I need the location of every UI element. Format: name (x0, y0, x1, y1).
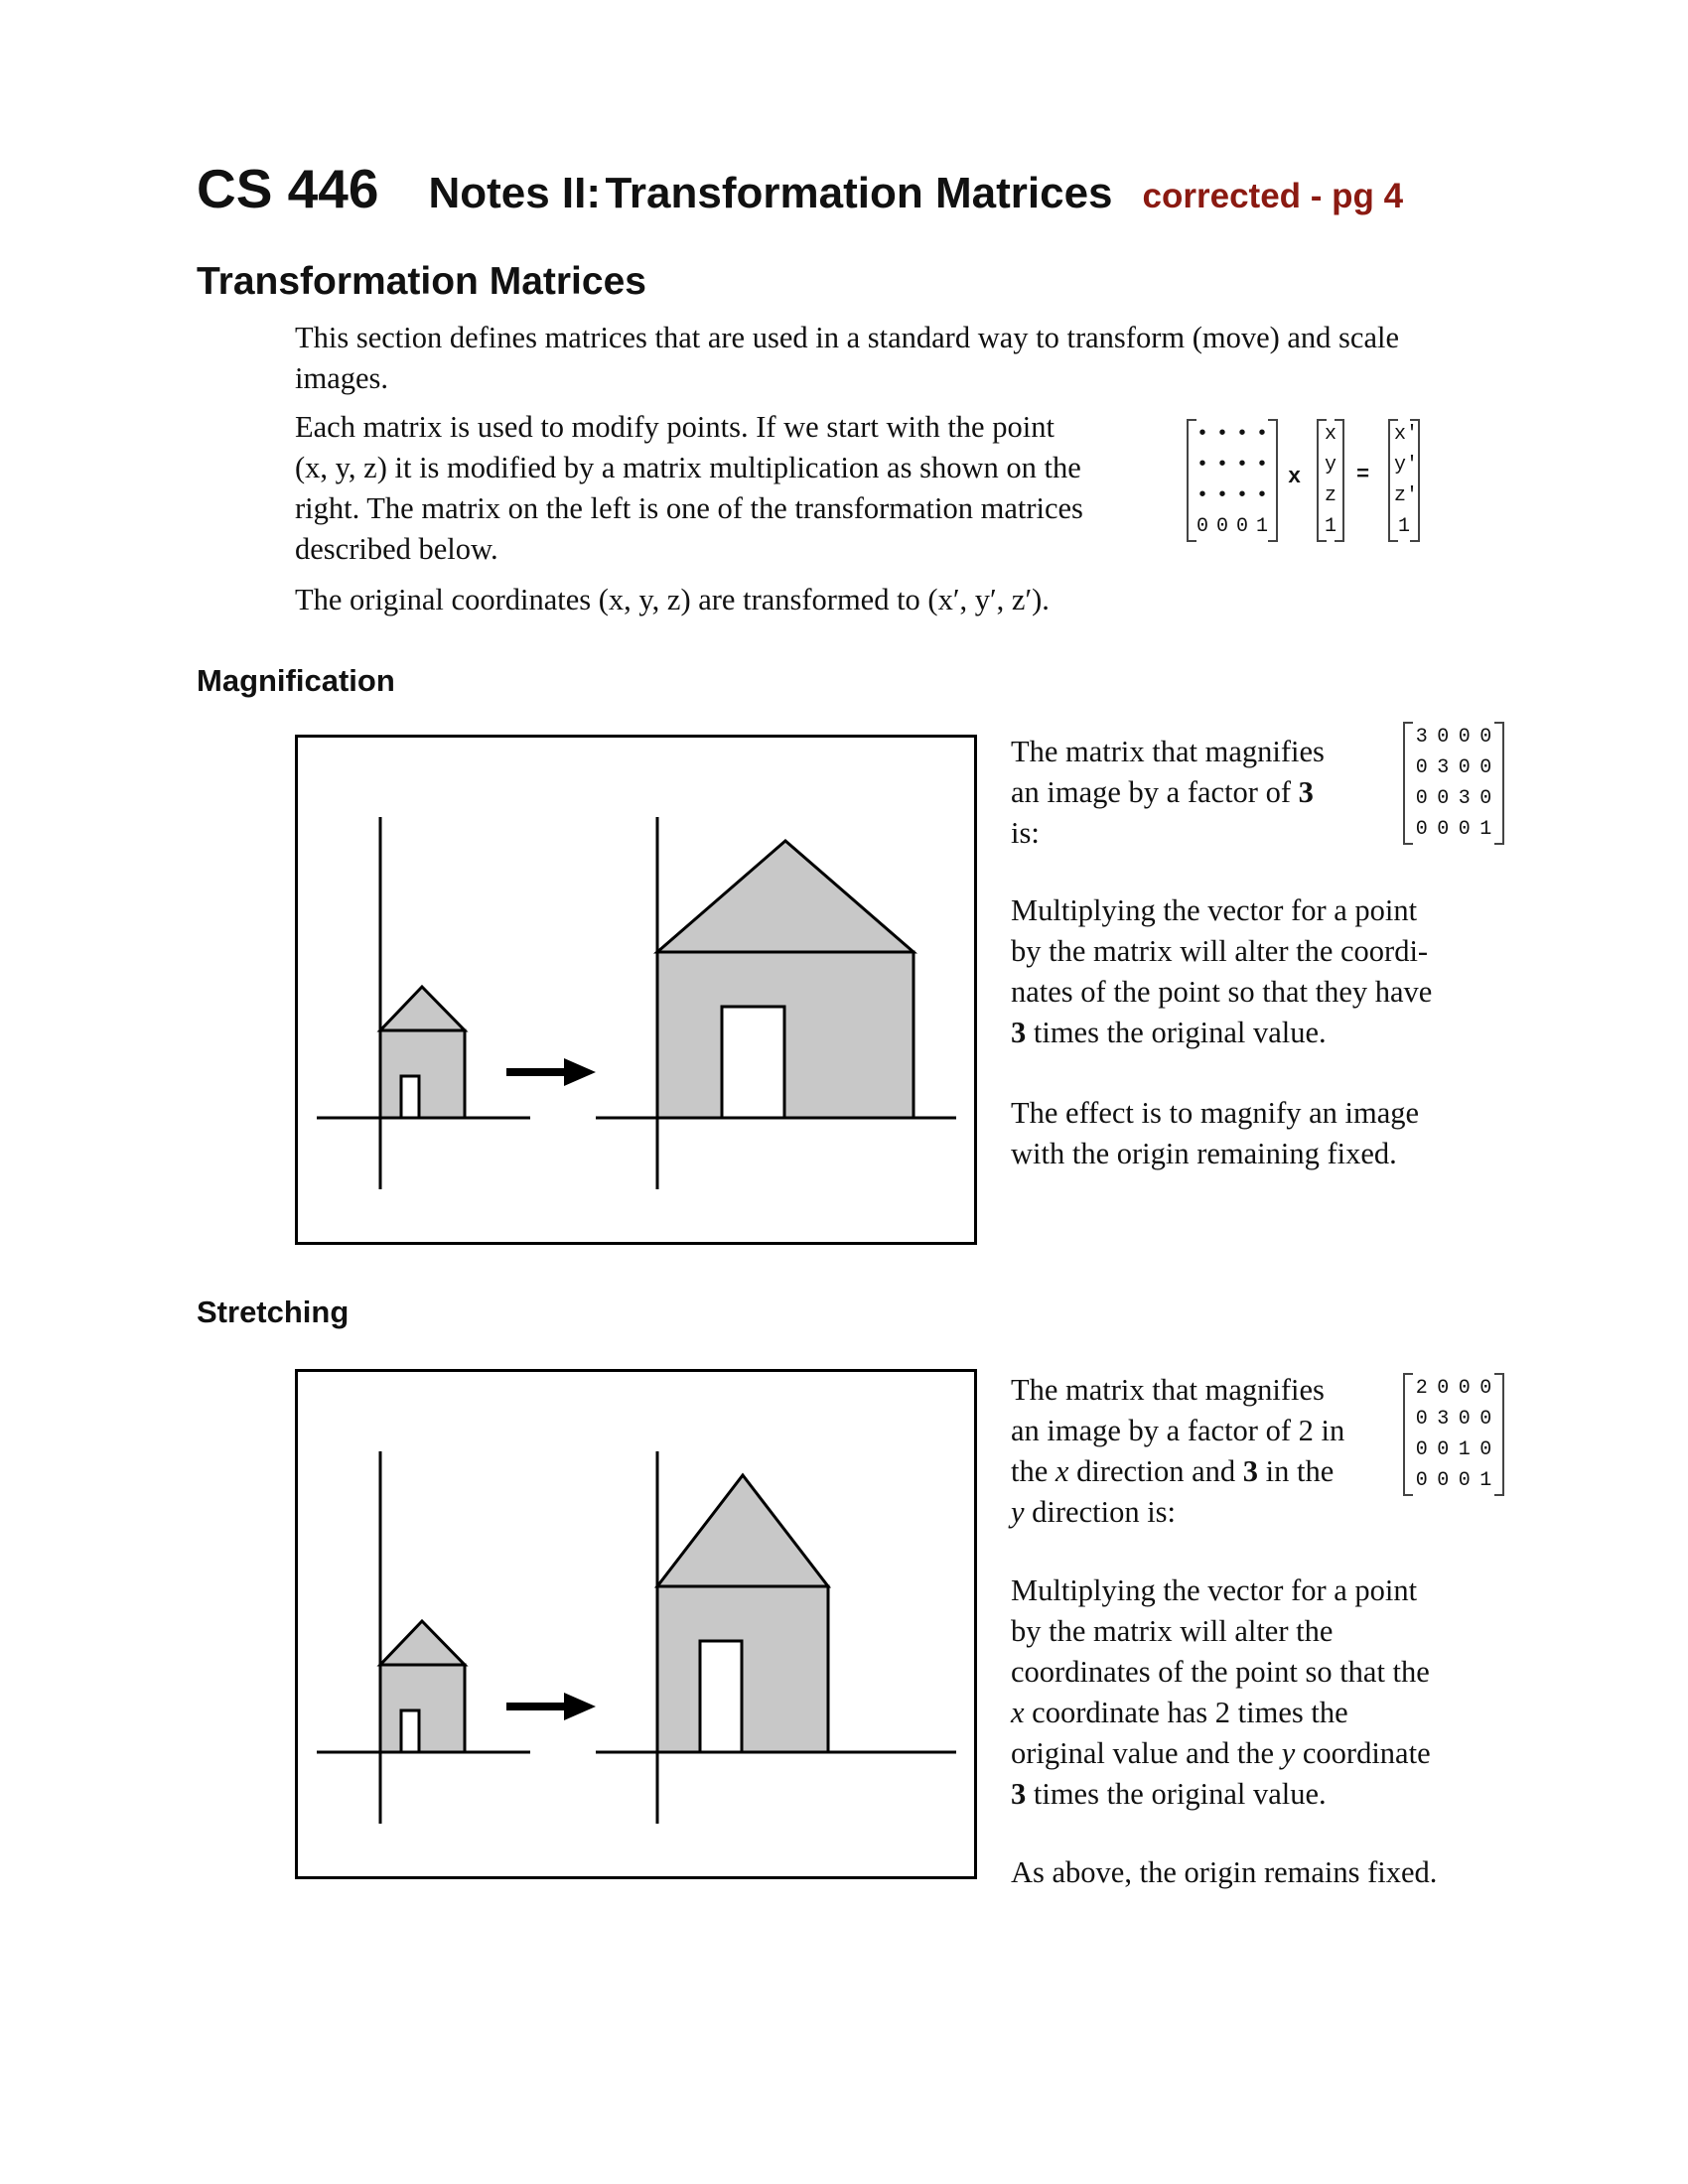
magnification-text2: Multiplying the vector for a point by the matrix will alter the coordi- nates of the point so that they have 3 times the original value. (1011, 893, 1433, 1049)
equals-operator: = (1356, 463, 1370, 487)
magnification-figure (295, 735, 977, 1245)
large-house-roof (657, 841, 914, 952)
magnification-text3: The effect is to magnify an image with the origin remaining fixed. (1011, 1096, 1420, 1170)
large-house-roof (657, 1475, 828, 1586)
para2-line2: (x, y, z) it is modified by a matrix multiplication as shown on the (295, 451, 1081, 484)
generic-matrix: • • • • • • • • • • • • 0 0 0 1 (1187, 419, 1278, 542)
stretching-figure (295, 1369, 977, 1879)
para2-line3: right. The matrix on the left is one of the transformation matrices (295, 491, 1083, 525)
correction-note: corrected - pg 4 (1142, 177, 1404, 215)
transform-paragraph: The original coordinates (x, y, z) are transformed to (x′, y′, z′). (295, 583, 1050, 616)
small-house-roof (380, 987, 465, 1030)
section-heading: Transformation Matrices (197, 260, 646, 303)
small-house-door (401, 1076, 419, 1118)
transform-arrow-head (564, 1693, 596, 1720)
small-house-body (380, 1665, 465, 1752)
large-house-door (722, 1007, 784, 1118)
small-house-door (401, 1710, 419, 1752)
transform-arrow-head (564, 1058, 596, 1086)
stretching-heading: Stretching (197, 1295, 350, 1329)
stretching-matrix: 2 0 0 0 0 3 0 0 0 0 1 0 0 0 0 1 (1403, 1373, 1504, 1496)
large-house-door (700, 1641, 742, 1752)
matrix-use-paragraph (295, 407, 1189, 570)
page-subtitle: Transformation Matrices (605, 169, 1113, 217)
intro-paragraph: This section defines matrices that are used in a standard way to transform (move) and scale images. (295, 321, 1400, 395)
magnification-matrix: 3 0 0 0 0 3 0 0 0 0 3 0 0 0 0 1 (1403, 722, 1504, 845)
stretching-text3: As above, the origin remains fixed. (1011, 1855, 1438, 1889)
magnification-text1: The matrix that magnifies an image by a factor of 3 is: (1011, 735, 1325, 850)
stretching-text2: Multiplying the vector for a point by the matrix will alter the coordinates of the point so that the x coordinate has 2 times the original value and the y coordinate 3 times the original value. (1011, 1573, 1431, 1811)
course-code: CS 446 (197, 158, 379, 219)
input-vector: x y z 1 (1317, 419, 1344, 542)
result-vector: x' y' z' 1 (1388, 419, 1420, 542)
times-operator: x (1288, 465, 1302, 489)
stretching-text1: The matrix that magnifies an image by a factor of 2 in the x direction and 3 in the y direction is: (1011, 1373, 1345, 1529)
small-house-body (380, 1030, 465, 1118)
para2-line1: Each matrix is used to modify points. If we start with the point (295, 410, 1055, 444)
notes-label: Notes II: (428, 169, 602, 217)
magnification-heading: Magnification (197, 663, 395, 698)
para2-line4: described below. (295, 532, 498, 566)
page-title (197, 157, 1403, 220)
small-house-roof (380, 1621, 465, 1665)
